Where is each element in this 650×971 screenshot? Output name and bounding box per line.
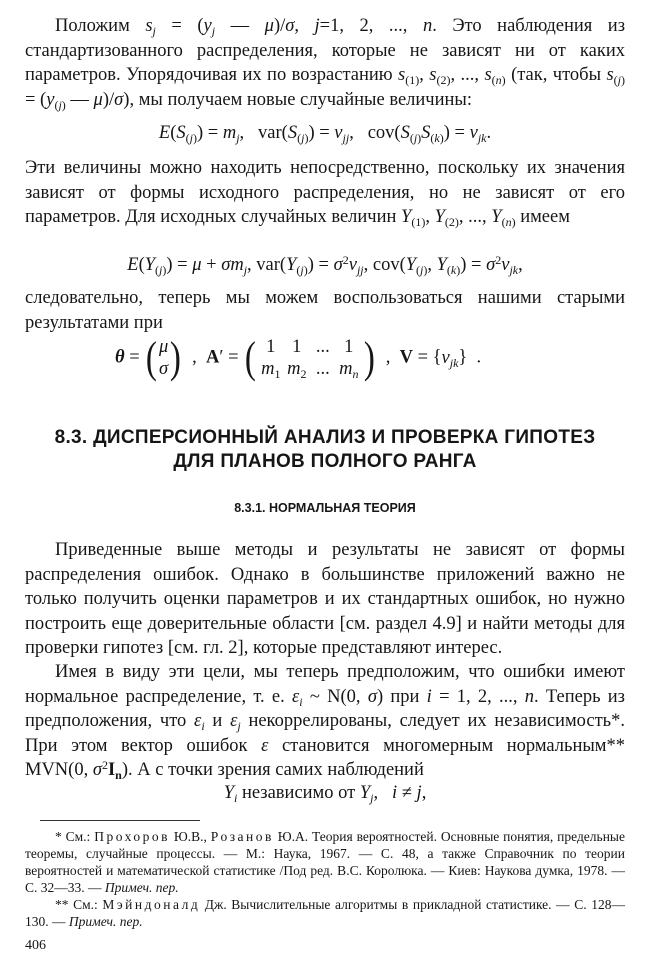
paragraph-values: Эти величины можно находить непосредственно, поскольку их значения зависят от формы исходного распределения, но не зависят от его параметров. Для исходных случайных величин $Y_{(1)}$, $Y_{(2)}$, ..., $Y_{(n)}$ имеем: [25, 158, 625, 229]
formula-original-variables: $E(Y_{(j)}) = \mu + \sigma m_j$, $var(Y_{(j)}) = \sigma^2v_{jj}$, $cov(Y_{(j)}$, $Y_{(k)}) = \sigma^2v_{jk}$,: [127, 253, 523, 277]
paragraph-standardized: Положим $s_j = (y_j$ — μ)/σ, j=1, 2, ..., n. Это наблюдения из стандартизованного распределения, которые не зависят ни от каких параметров. Упорядочивая их по возрастанию $s_{(1)}$, $s_{(2)}$, ..., $s_{(n)}$ (так, чтобы $s_{(j)} = (y_{(j)}$ — μ)/σ), мы получаем новые случайные величины:: [25, 16, 626, 112]
paragraph-methods: Приведенные выше методы и результаты не зависят от формы распределения ошибок. Однако в большинстве приложений важно не только получить оценки параметров и их стандартных ошибок, но нужно построить еще доверительные области [см. раздел 4.9] и найти методы для проверки гипотез [см. гл. 2], которые представляют интерес.: [25, 540, 625, 658]
section-heading: 8.3. ДИСПЕРСИОННЫЙ АНАЛИЗ И ПРОВЕРКА ГИПОТЕЗ ДЛЯ ПЛАНОВ ПОЛНОГО РАНГА: [54, 427, 596, 472]
page-number: 406: [25, 938, 46, 953]
paragraph-normal-errors: Имея в виду эти цели, мы теперь предположим, что ошибки имеют нормальное распределение, т. е. $\varepsilon_i$ ~ N(0, σ) при i = 1, 2, ..., n. Теперь из предположения, что $\varepsilon_i$ и $\varepsilon_j$ некоррелированы, следует их независимость*. При этом вектор ошибок ε становится многомерным нормальным** MVN(0, $\sigma^2I_n$). А с точки зрения самих наблюдений: [25, 662, 625, 782]
footnote-rule: [40, 820, 200, 821]
footnote-1: * См.: Прохоров Ю.В., Розанов Ю.А. Теория вероятностей. Основные понятия, предельные теоремы, случайные процессы. — М.: Наука, 1967. — С. 48, а также Справочник по теории вероятностей и математической статистике /Под ред. В.С. Королюка. — Киев: Наукова думка, 1978. — С. 32—33. — Примеч. пер.: [25, 829, 625, 895]
book-page: [25, 0, 625, 971]
formula-independence: $Y_i$ независимо от $Y_j$, i ≠ j,: [223, 783, 427, 805]
footnote-2: ** См.: Мэйндоналд Дж. Вычислительные алгоритмы в прикладной статистике. — С. 128—130. — Примеч. пер.: [25, 897, 625, 929]
formula-order-statistics: $E(S_{(j)}) = m_j$, $var(S_{(j)}) = v_{jj}$, $cov(S_{(j)}S_{(k)}) = v_{jk}$.: [158, 123, 492, 145]
subsection-heading: 8.3.1. НОРМАЛЬНАЯ ТЕОРИЯ: [234, 501, 416, 515]
formula-matrices: θ = (μ σ) , A′ = ( 1 1 ... 1 $m_1$ $m_2$ ... $m_n$ ) , $V = \{v_{jk}\}$ .: [115, 333, 482, 382]
paragraph-consequently: следовательно, теперь мы можем воспользоваться нашими старыми результатами при: [25, 288, 625, 333]
